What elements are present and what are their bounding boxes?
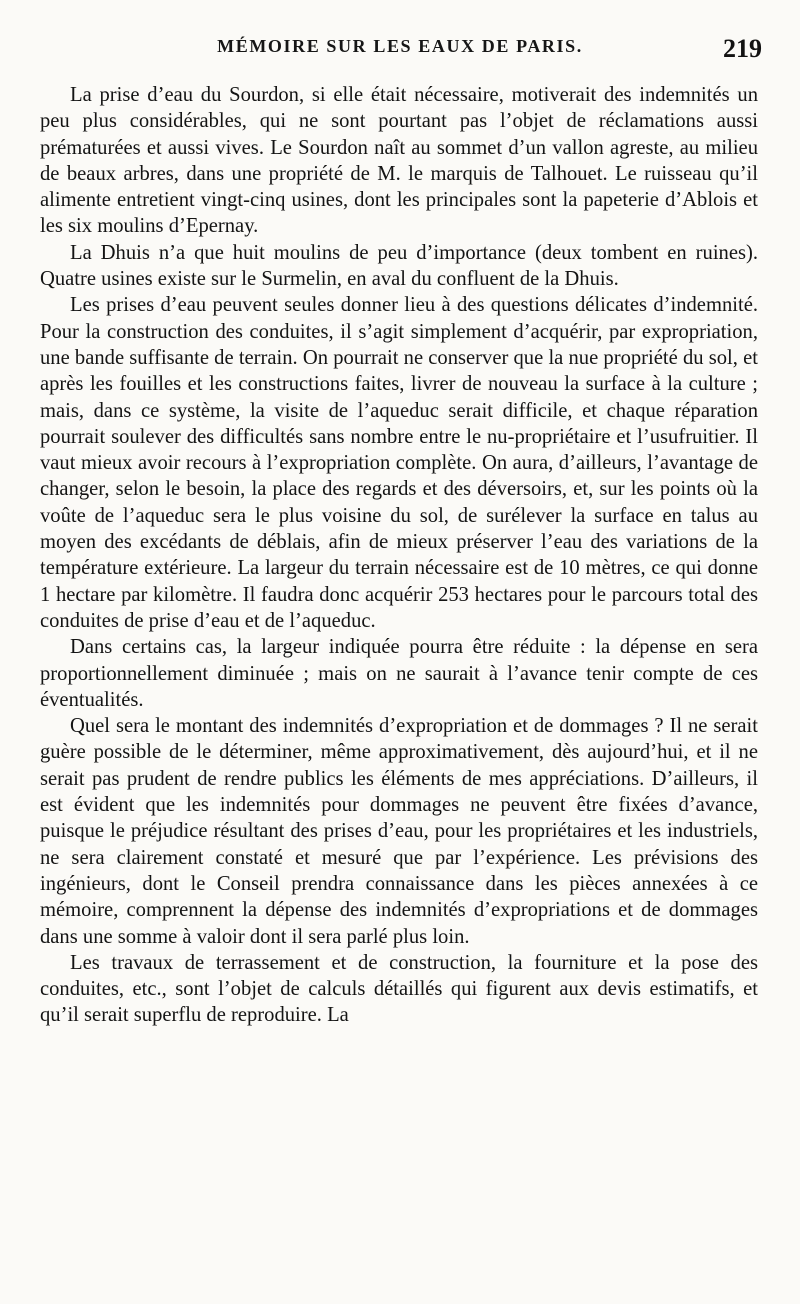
paragraph-dhuis: La Dhuis n’a que huit moulins de peu d’importance (deux tombent en ruines). Quatre usines existe sur le Surmelin, en aval du confluent de la Dhuis. <box>40 241 758 291</box>
body-text <box>40 82 758 1029</box>
paragraph-indemnites: Quel sera le montant des indemnités d’expropriation et de dommages ? Il ne serait guère possible de le déterminer, même approximativement, dès aujourd’hui, et il ne serait pas prudent de rendre publics les éléments de mes appréciations. D’ailleurs, il est évident que les indemnités pour dommages ne peuvent être fixées d’avance, puisque le préjudice résultant des prises d’eau, pour les propriétaires et les industriels, ne sera clairement constaté et mesuré que par l’expérience. Les prévisions des ingénieurs, dont le Conseil prendra connaissance dans les pièces annexées à ce mémoire, comprennent la dépense des indemnités d’expropriations et de dommages dans une somme à valoir dont il sera parlé plus loin. <box>40 715 758 948</box>
running-title: MÉMOIRE SUR LES EAUX DE PARIS. <box>217 36 583 56</box>
paragraph-prises-d-eau: Les prises d’eau peuvent seules donner lieu à des questions délicates d’indemnité. Pour la construction des conduites, il s’agit simplement d’acquérir, par expropriation, une bande suffisante de terrain. On pourrait ne conserver que la nue propriété du sol, et après les fouilles et les constructions faites, livrer de nouveau la surface à la culture ; mais, dans ce système, la visite de l’aqueduc serait difficile, et chaque réparation pourrait soulever des difficultés sans nombre entre le nu-propriétaire et l’usufruitier. Il vaut mieux avoir recours à l’expropriation complète. On aura, d’ailleurs, l’avantage de changer, selon le besoin, la place des regards et des déversoirs, et, sur les points où la voûte de l’aqueduc sera le plus voisine du sol, de surélever la surface en talus au moyen des excédants de déblais, afin de mieux préserver l’eau des variations de la température extérieure. La largeur du terrain nécessaire est de 10 mètres, ce qui donne 1 hectare par kilomètre. Il faudra donc acquérir 253 hectares pour le parcours total des conduites de prise d’eau et de l’aqueduc. <box>40 294 758 632</box>
page-header <box>38 34 762 68</box>
page-number: 219 <box>723 34 762 63</box>
paragraph-certains-cas: Dans certains cas, la largeur indiquée pourra être réduite : la dépense en sera proportionnellement diminuée ; mais on ne saurait à l’avance tenir compte de ces éventualités. <box>40 636 758 711</box>
paragraph-travaux: Les travaux de terrassement et de construction, la fourniture et la pose des conduites, etc., sont l’objet de calculs détaillés qui figurent aux devis estimatifs, et qu’il serait superflu de reproduire. La <box>40 951 758 1027</box>
paragraph-sourdon: La prise d’eau du Sourdon, si elle était nécessaire, motiverait des indemnités un peu plus considérables, qui ne sont pourtant pas l’objet de réclamations aussi prématurées et aussi vives. Le Sourdon naît au sommet d’un vallon agreste, au milieu de beaux arbres, dans une propriété de M. le marquis de Talhouet. Le ruisseau qu’il alimente entretient vingt-cinq usines, dont les principales sont la papeterie d’Ablois et les six moulins d’Epernay. <box>40 84 758 238</box>
